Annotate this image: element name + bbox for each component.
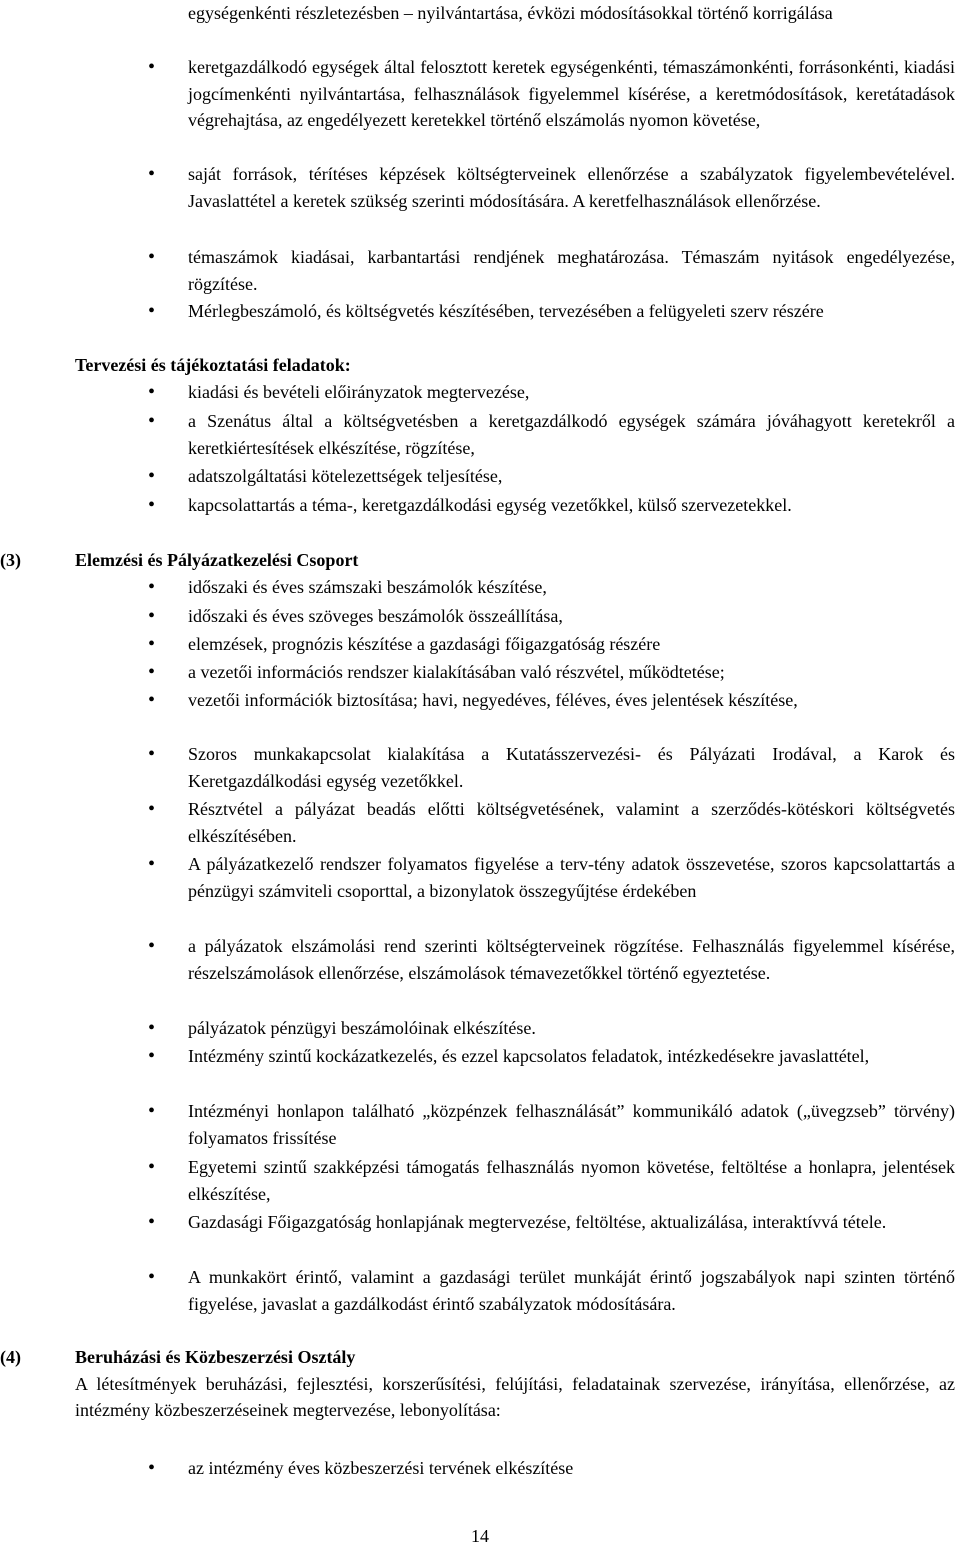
list-item: pályázatok pénzügyi beszámolóinak elkészítése. <box>188 1018 536 1038</box>
bullet-icon: • <box>148 56 156 78</box>
bullet-icon: • <box>148 381 156 403</box>
bullet-icon: • <box>148 494 156 516</box>
bullet-icon: • <box>148 1156 156 1178</box>
bullet-icon: • <box>148 300 156 322</box>
section-title: Beruházási és Közbeszerzési Osztály <box>75 1347 356 1367</box>
bullet-icon: • <box>148 410 156 432</box>
list-item: Gazdasági Főigazgatóság honlapjának megtervezése, feltöltése, aktualizálása, interaktívvá tétele. <box>188 1212 887 1232</box>
list-item: kiadási és bevételi előirányzatok megtervezése, <box>188 382 530 402</box>
list-item: Szoros munkakapcsolat kialakítása a Kutatásszervezési- és Pályázati Irodával, a Karok és Keretgazdálkodási egység vezetőkkel. <box>188 744 955 791</box>
list-item: témaszámok kiadásai, karbantartási rendjének meghatározása. Témaszám nyitások engedélyezése, rögzítése. <box>188 247 955 294</box>
bullet-icon: • <box>148 633 156 655</box>
bullet-icon: • <box>148 1100 156 1122</box>
bullet-icon: • <box>148 576 156 598</box>
bullet-icon: • <box>148 1266 156 1288</box>
list-item: időszaki és éves számszaki beszámolók készítése, <box>188 577 547 597</box>
list-item: vezetői információk biztosítása; havi, negyedéves, féléves, éves jelentések készítése, <box>188 690 798 710</box>
bullet-icon: • <box>148 1017 156 1039</box>
list-item: adatszolgáltatási kötelezettségek teljesítése, <box>188 466 503 486</box>
section-number: (3) <box>0 550 21 570</box>
list-item: az intézmény éves közbeszerzési tervének elkészítése <box>188 1458 574 1478</box>
list-item: Egyetemi szintű szakképzési támogatás felhasználás nyomon követése, feltöltése a honlapra, jelentések elkészítése, <box>188 1157 955 1204</box>
list-item: A munkakört érintő, valamint a gazdasági terület munkáját érintő jogszabályok napi szinten történő figyelése, javaslat a gazdálkodást érintő szabályzatok módosítására. <box>188 1267 955 1314</box>
list-item: kapcsolattartás a téma-, keretgazdálkodási egység vezetőkkel, külső szervezetekkel. <box>188 495 792 515</box>
bullet-icon: • <box>148 689 156 711</box>
bullet-icon: • <box>148 661 156 683</box>
list-item: a Szenátus által a költségvetésben a keretgazdálkodó egységek számára jóváhagyott keretekről a keretkiértesítések elkészítése, rögzítése, <box>188 411 955 458</box>
bullet-icon: • <box>148 798 156 820</box>
bullet-icon: • <box>148 853 156 875</box>
section-number: (4) <box>0 1347 21 1367</box>
bullet-icon: • <box>148 743 156 765</box>
list-item: a vezetői információs rendszer kialakításában való részvétel, működtetése; <box>188 662 725 682</box>
section-title: Elemzési és Pályázatkezelési Csoport <box>75 550 359 570</box>
list-item: elemzések, prognózis készítése a gazdasági főigazgatóság részére <box>188 634 661 654</box>
bullet-icon: • <box>148 935 156 957</box>
list-item: Intézmény szintű kockázatkezelés, és ezzel kapcsolatos feladatok, intézkedésekre javaslattétel, <box>188 1046 870 1066</box>
bullet-icon: • <box>148 1457 156 1479</box>
bullet-icon: • <box>148 246 156 268</box>
list-item: a pályázatok elszámolási rend szerinti költségterveinek rögzítése. Felhasználás figyelemmel kísérése, részelszámolások ellenőrzése, elszámolások témavezetőkkel történő egyeztetése. <box>188 936 955 983</box>
bullet-icon: • <box>148 465 156 487</box>
list-item: A pályázatkezelő rendszer folyamatos figyelése a terv-tény adatok összevetése, szoros kapcsolattartás a pénzügyi számviteli csoporttal, a bizonylatok összegyűjtése érdekében <box>188 854 955 901</box>
page-number: 14 <box>471 1526 489 1546</box>
list-item: Résztvétel a pályázat beadás előtti költségvetésének, valamint a szerződés-kötéskori költségvetés elkészítésében. <box>188 799 955 846</box>
planning-heading: Tervezési és tájékoztatási feladatok: <box>75 355 351 375</box>
list-item: időszaki és éves szöveges beszámolók összeállítása, <box>188 606 563 626</box>
bullet-icon: • <box>148 1211 156 1233</box>
list-item: egységenkénti részletezésben – nyilvántartása, évközi módosításokkal történő korrigálása <box>188 3 833 23</box>
list-item: saját források, térítéses képzések költségterveinek ellenőrzése a szabályzatok figyelembevételével. Javaslattétel a keretek szükség szerinti módosítására. A keretfelhasználások ellenőrzése. <box>188 164 955 211</box>
bullet-icon: • <box>148 605 156 627</box>
bullet-icon: • <box>148 163 156 185</box>
list-item: Mérlegbeszámoló, és költségvetés készítésében, tervezésében a felügyeleti szerv részére <box>188 301 824 321</box>
list-item: Intézményi honlapon található „közpénzek felhasználását” kommunikáló adatok („üvegzseb” törvény) folyamatos frissítése <box>188 1101 955 1148</box>
section-paragraph: A létesítmények beruházási, fejlesztési, korszerűsítési, felújítási, feladatainak szervezése, irányítása, ellenőrzése, az intézmény közbeszerzéseinek megtervezése, lebonyolítása: <box>75 1374 955 1420</box>
list-item: keretgazdálkodó egységek által felosztott keretek egységenkénti, témaszámonkénti, forrásonkénti, kiadási jogcímenkénti nyilvántartása, felhasználások figyelemmel kísérése, a keretmódosítások, keretátadások végrehajtása, az engedélyezett keretekkel történő elszámolás nyomon követése, <box>188 57 955 130</box>
bullet-icon: • <box>148 1045 156 1067</box>
